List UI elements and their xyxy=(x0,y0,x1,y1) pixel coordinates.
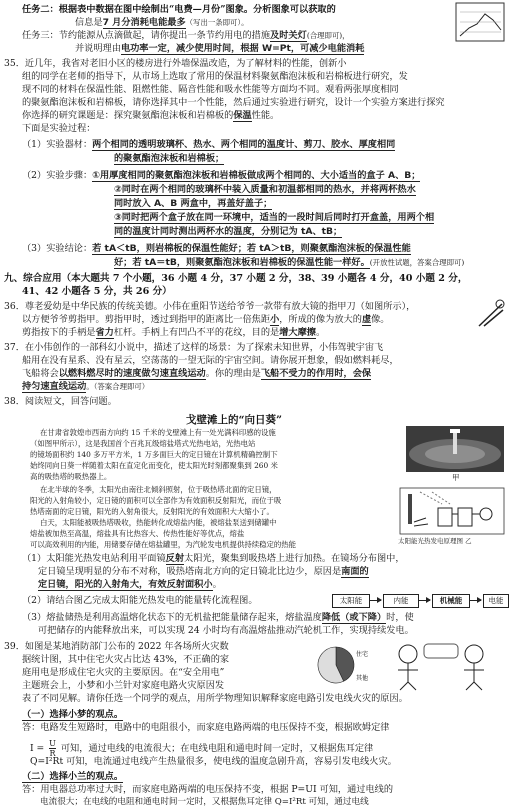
article-line7: 阳光的入射角较小，定日镜的面积可以全部作为有效面积反射阳光，而位于吸 xyxy=(30,496,282,505)
q37-line3: 飞船将会以燃料燃尽时的速度做匀速直线运动。你的理由是飞船不受力的作用时，会保 xyxy=(22,368,372,379)
flow-solar-energy: 太阳能 xyxy=(332,594,370,608)
q37-line1: 37．在小伟创作的一部科幻小说中，描述了这样的场景：为了探索未知世界，小伟驾驶宇宙飞 xyxy=(4,342,384,353)
q35-materials-line: （1）实验器材：两个相同的透明玻璃杯、热水、两个相同的温度计、剪刀、胶水、厚度相同 xyxy=(22,139,396,150)
article-line9: 白天，太阳能被吸热塔吸收，热能转化成熔盐内能，被熔盐泵送到储罐中 xyxy=(40,518,277,527)
task3-line: 任务三：节约能源从点滴做起，请你提出一条节约用电的措施及时关灯(合理即可)， xyxy=(22,30,350,41)
q35-line3: 现不同的材料在保温性能、阻燃性能、隔音性能和吸水性能等方面均不同。观看两张厚度相同 xyxy=(22,84,399,95)
q35-steps-line3: 同时放入 A、B 两盒中，再盖好盖子； xyxy=(114,198,273,209)
q39-line1: 39．如图是某地消防部门公布的 2022 年各场所火灾数 xyxy=(4,641,229,652)
article-line5: 高的吸热塔的吸热器上。 xyxy=(30,472,112,481)
fire-pie-chart xyxy=(312,642,370,688)
article-line4: 始终同向日葵一样随着太阳在直定化而变化，使太阳光时刻都聚集到 260 米 xyxy=(30,461,278,470)
article-line1: 在甘肃省敦煌市西南方向约 15 千米的戈壁滩上有一处光满科印感的设施 xyxy=(40,428,276,437)
section9-heading2: 41、42 小题各 5 分，共 26 分） xyxy=(22,286,172,297)
q35-steps-line2: ②同时在两个相同的玻璃杯中装入质量和初温都相同的热水，并将两杯热水 xyxy=(114,184,416,195)
q35-conclusion-line2: 好；若 tA＝tB，则聚氨酯泡沫板和岩棉板的保温性能一样好。(开放性试题，答案合理即可) xyxy=(114,257,465,268)
q38-1-line3: 定日镜，阳光的入射角大，有效反射面积小。 xyxy=(38,579,222,590)
electricity-bill-graph xyxy=(455,2,505,42)
task2-answer-line: 信息是7 月分消耗电能最多（写出一条即可）。 xyxy=(75,17,249,28)
task2-line: 任务二：根据表中数据在图中绘制出“电费—月份”图象。分析图象可以获取的 xyxy=(22,4,336,15)
pie-label-other: 其他 xyxy=(356,675,369,682)
q39-line4: 主题班会上，小梦和小兰针对家庭电路火灾原因发 xyxy=(22,680,225,691)
q35-materials-line2: 的聚氨酯泡沫板和岩棉板； xyxy=(114,153,225,164)
q37-line2: 船用在没有星系、没有星云，空荡荡的一望无际的宇宙空间。请你展开想象，假如燃料耗尽， xyxy=(22,355,399,366)
flow-arrow-1 xyxy=(369,600,381,601)
article-line6: 在北半球的冬季，太阳光由南往北倾斜照射，位于吸热塔北面的定日镜， xyxy=(40,485,277,494)
q35-steps-line5: 同的温度计同时测出两杯水的温度，分别记为 tA、tB； xyxy=(114,226,343,237)
q39-line3: 庭用电是形成住宅火灾的主要原因。在“安全用电” xyxy=(22,667,225,678)
article-line3: 的镜场面积约 140 多万平方米，1 万多面巨大的定日镜在计算机精确控制下 xyxy=(30,450,278,459)
article-title: 戈壁滩上的“向日葵” xyxy=(186,414,283,426)
q35-line4: 的聚氨酯泡沫板和岩棉板，请你选择其中一个性能，然后通过实验进行研究，设计一个实验方案进行探究 xyxy=(22,97,445,108)
q38-3-line1: （3）熔盐储热是利用高温熔化状态下的无机盐把能量储存起来，熔盐温度降低（或下降）时，使 xyxy=(22,612,414,623)
q36-line3: 剪指按下的手柄是省力杠杆。手柄上有凹凸不平的花纹，目的是增大摩擦。 xyxy=(22,327,326,338)
flow-electric-energy: 电能 xyxy=(483,594,509,608)
students-cartoon xyxy=(376,640,506,692)
article-line8: 热塔南面的定日镜，阳光的入射角很大，反射阳光的有效面积大大缩小了。 xyxy=(30,507,274,516)
q35-line1: 35．近几年，我省对老旧小区的楼房进行外墙保温改造，为了解材料的性能，创新小 xyxy=(4,58,347,69)
q38-2-line: （2）请结合图乙完成太阳能光热发电的能量转化流程图。 xyxy=(22,595,258,606)
q39-answer1-line1: 答：电路发生短路时，电路中的电阻很小，而家庭电路两端的电压保持不变，根据欧姆定律 xyxy=(22,722,390,733)
q35-conclusion-line1: （3）实验结论：若 tA＜tB，则岩棉板的保温性能好；若 tA＞tB，则聚氨酯泡沫板的保温性能 xyxy=(22,243,411,254)
q39-line2: 据统计图，其中住宅火灾占比达 43%，不正确的家 xyxy=(22,654,230,665)
q35-steps-line1: （2）实验步骤：①用厚度相同的聚氨酯泡沫板和岩棉板做成两个相同的、大小适当的盒子 A、B； xyxy=(22,170,421,181)
q39-line5: 表了不同见解。请你任选一个同学的观点，用所学物理知识解释家庭电路引发电线火灾的原因。 xyxy=(22,693,408,704)
q35-line2: 组的同学在老师的指导下，从市场上选取了常用的保温材料聚氨酯泡沫板和岩棉板进行研究，发 xyxy=(22,71,408,82)
flow-internal-energy: 内能 xyxy=(383,594,419,608)
figure-jia-label: 甲 xyxy=(452,473,460,482)
pie-label-home: 住宅 xyxy=(356,651,369,658)
q39-answer1-line2: I = $\frac{U}{R}$ 可知，通过电线的电流很大；在电线电阻和通电时间一定时，又根据焦耳定律 xyxy=(30,739,374,758)
q39-answer1-line3: Q=I²Rt 可知，电流通过电线产生热量很多，使电线的温度急剧升高，容易引发电线火灾。 xyxy=(30,756,397,767)
article-line2: （如图甲所示），这是我国首个百兆瓦级熔盐塔式光热电站，光热电站 xyxy=(30,439,256,448)
q35-topic-line: 你选择的研究课题是：探究聚氨酯泡沫板和岩棉板的保温性能。 xyxy=(22,110,280,121)
flow-mechanical-energy: 机械能 xyxy=(432,594,470,608)
q36-line2: 以方便爷爷剪指甲。剪指甲时，透过到指甲的距离比一倍焦距小，所成的像为放大的虚像。 xyxy=(22,314,390,325)
q39-answer2-line1: 答：用电器总功率过大时，而家庭电路两端的电压保持不变，根据 P=UI 可知，通过电线的 xyxy=(22,784,394,795)
solar-thermal-diagram xyxy=(398,484,506,536)
q36-line1: 36．尊老爱幼是中华民族的传统美德。小伟在重阳节送给爷爷一款带有放大镜的指甲刀（如图所示）， xyxy=(4,301,416,312)
q38-line1: 38．阅读短文，回答问题。 xyxy=(4,396,117,407)
q35-process-line: 下面是实验过程： xyxy=(22,123,96,134)
flow-arrow-3 xyxy=(469,600,481,601)
task3-reason-line: 并说明理由电功率一定，减少使用时间，根据 W=Pt，可减少电能消耗 xyxy=(75,43,365,54)
ohm-fraction: $\frac{U}{R}$ xyxy=(49,739,56,758)
q39-option1: （一）选择小梦的观点。 xyxy=(22,709,124,720)
article-line10: 熔盐被加热至高温，熔盐具有比热容大、传热性能好等优点，熔盐 xyxy=(30,529,245,538)
q39-answer2-line2: 电流很大；在电线的电阻和通电时间一定时，又根据焦耳定律 Q=I²Rt 可知，通过电线 xyxy=(40,797,369,807)
q38-1-line2: 定日镜呈现明显的分布不对称，吸热塔南北方向的定日镜北比边少，原因是南面的 xyxy=(38,566,369,577)
solar-field-photo xyxy=(406,426,504,472)
q37-line4: 持匀速直线运动。（答案合理即可） xyxy=(22,381,150,392)
figure-yi-caption: 太阳能光热发电原理图 乙 xyxy=(398,537,472,545)
flow-arrow-2 xyxy=(418,600,430,601)
section9-heading: 九、综合应用（本大题共 7 个小题，36 小题 4 分，37 小题 2 分，38、39 小题各 4 分，40 小题 2 分， xyxy=(4,273,468,284)
q38-3-line2: 可把储存的内能释放出来，可以实现 24 小时均有高温熔盐推动汽轮机工作，实现持续发电。 xyxy=(38,625,414,636)
q38-1-line1: （1）太阳能光热发电站利用平面镜反射太阳光，聚集到吸热塔上进行加热。在镜场分布图中， xyxy=(22,553,405,564)
q35-steps-line4: ③同时把两个盒子放在同一环境中，适当的一段时间后同时打开盒盖，用两个相 xyxy=(114,212,435,223)
article-line11: 可以高效利用的内能，用储要存储在熔盐罐里，为汽轮发电机提供持续稳定的热能 xyxy=(30,540,297,549)
nail-clipper-figure xyxy=(476,296,506,330)
q39-option2: （二）选择小兰的观点。 xyxy=(22,771,124,782)
